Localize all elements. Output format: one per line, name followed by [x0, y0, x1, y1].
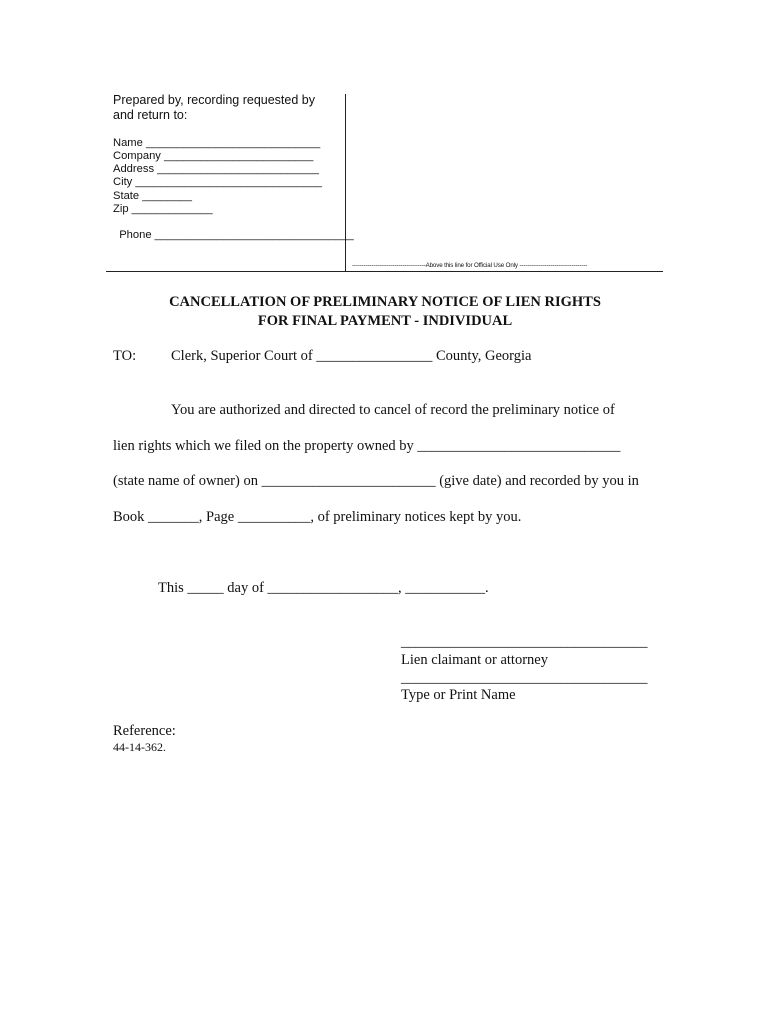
name-field[interactable]: Name ____________________________	[113, 137, 321, 149]
document-title-line-1: CANCELLATION OF PRELIMINARY NOTICE OF LIEN RIGHTS	[169, 294, 601, 310]
date-line[interactable]: This _____ day of __________________, ___________.	[158, 580, 489, 596]
to-label: TO:	[113, 348, 137, 364]
signature-line-2[interactable]: __________________________________	[401, 670, 648, 686]
prepared-by-label: Prepared by, recording requested by	[113, 93, 315, 107]
document-title-line-2: FOR FINAL PAYMENT - INDIVIDUAL	[257, 313, 513, 329]
zip-field[interactable]: Zip _____________	[113, 203, 213, 215]
state-field[interactable]: State ________	[113, 190, 193, 202]
paragraph-line-4[interactable]: Book _______, Page __________, of preliminary notices kept by you.	[113, 509, 522, 525]
official-use-rule	[106, 271, 663, 272]
to-recipient[interactable]: Clerk, Superior Court of ________________ County, Georgia	[171, 348, 532, 364]
paragraph-line-3[interactable]: (state name of owner) on ________________________ (give date) and recorded by you in	[113, 473, 639, 489]
city-field[interactable]: City ______________________________	[113, 176, 323, 188]
signature-line-1[interactable]: __________________________________	[401, 634, 648, 650]
phone-field[interactable]: Phone ________________________________	[119, 229, 354, 241]
print-name-label: Type or Print Name	[401, 687, 516, 703]
return-to-label: and return to:	[113, 108, 188, 122]
address-field[interactable]: Address __________________________	[113, 163, 319, 175]
reference-label: Reference:	[113, 723, 176, 739]
paragraph-line-2[interactable]: lien rights which we filed on the property owned by ____________________________	[113, 438, 621, 454]
recording-box-divider	[345, 94, 346, 272]
paragraph-line-1: You are authorized and directed to cancel of record the preliminary notice of	[171, 402, 615, 418]
reference-code: 44-14-362.	[113, 740, 166, 754]
company-field[interactable]: Company ________________________	[113, 150, 314, 162]
official-use-notice: --------------------------------------Above this line for Official Use Only -----------------------------------	[352, 262, 588, 269]
lien-claimant-label: Lien claimant or attorney	[401, 652, 548, 668]
